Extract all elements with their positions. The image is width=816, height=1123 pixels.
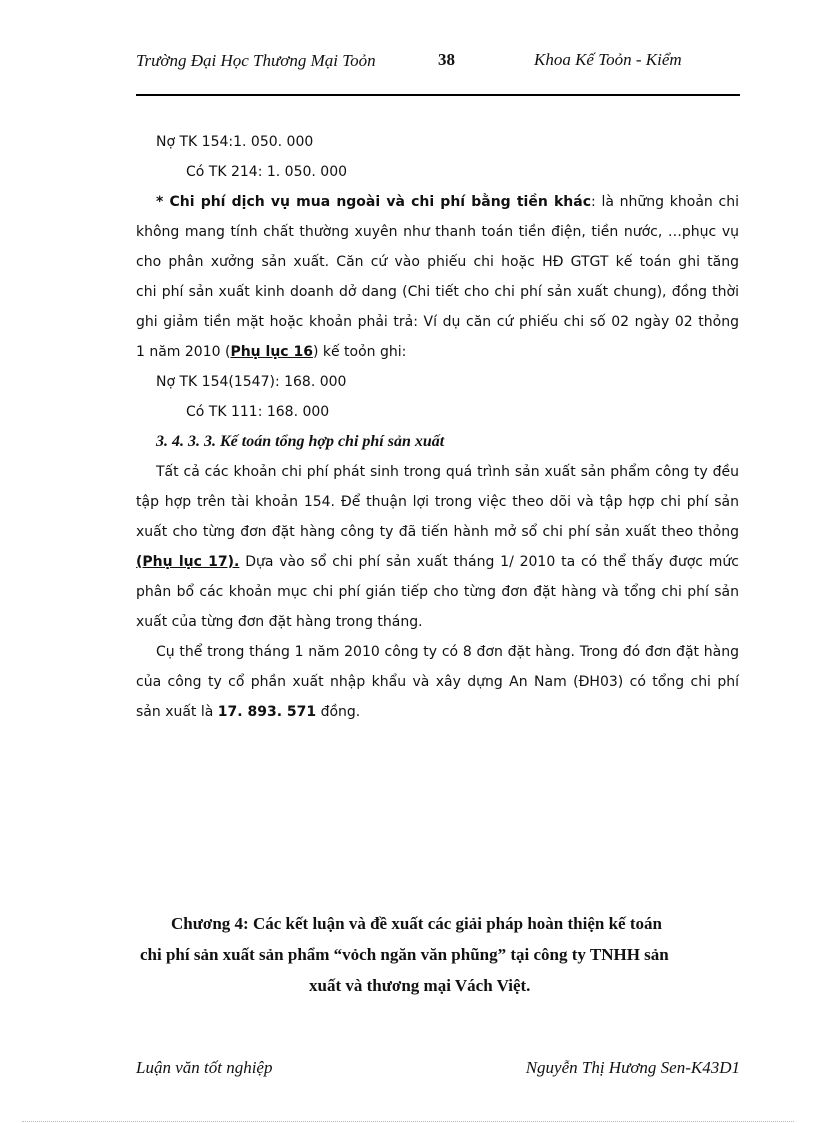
paragraph-line: của công ty cổ phần xuất nhập khẩu và xây dựng An Nam (ĐH03) có tổng chi phí xyxy=(136,674,739,690)
paragraph-line: cho phân xưởng sản xuất. Căn cứ vào phiếu chi hoặc HĐ GTGT kế toán ghi tăng xyxy=(136,254,739,270)
paragraph-line: Tất cả các khoản chi phí phát sinh trong quá trình sản xuất sản phẩm công ty đều xyxy=(156,464,739,480)
paragraph-line: sản xuất là 17. 893. 571 đồng. xyxy=(136,704,361,720)
entry-debit-154: Nợ TK 154:1. 050. 000 xyxy=(156,134,314,150)
chapter-title-line: chi phí sản xuất sản phẩm “vỏch ngăn văn phũng” tại công ty TNHH sản xyxy=(140,945,669,964)
header-faculty: Khoa Kế Toỏn - Kiểm xyxy=(534,50,682,69)
entry-debit-1547: Nợ TK 154(1547): 168. 000 xyxy=(156,374,347,390)
paragraph-line: * Chi phí dịch vụ mua ngoài và chi phí bằng tiền khác: là những khoản chi xyxy=(156,194,739,210)
footer-thesis: Luận văn tốt nghiệp xyxy=(136,1058,273,1077)
appendix-link-16[interactable]: Phụ lục 16 xyxy=(230,344,313,360)
page-footer xyxy=(136,1058,740,1082)
entry-credit-214: Có TK 214: 1. 050. 000 xyxy=(186,164,348,180)
paragraph-line: xuất cho từng đơn đặt hàng công ty đã tiến hành mở sổ chi phí sản xuất theo thỏng xyxy=(136,524,739,540)
chapter-title-line: xuất và thương mại Vách Việt. xyxy=(309,976,531,995)
paragraph-line: không mang tính chất thường xuyên như thanh toán tiền điện, tiền nước, …phục vụ xyxy=(136,224,739,240)
footer-author: Nguyễn Thị Hương Sen-K43D1 xyxy=(525,1058,740,1077)
page-number: 38 xyxy=(438,50,455,69)
appendix-link-17[interactable]: (Phụ lục 17). xyxy=(136,554,240,570)
page-header xyxy=(136,48,740,96)
total-cost: 17. 893. 571 xyxy=(217,704,317,720)
page-border xyxy=(22,1121,794,1122)
paragraph-line: ghi giảm tiền mặt hoặc khoản phải trả: Ví dụ căn cứ phiếu chi số 02 ngày 02 thỏng xyxy=(136,314,739,330)
bold-term: * Chi phí dịch vụ mua ngoài và chi phí bằng tiền khác xyxy=(156,194,592,210)
paragraph-line: phân bổ các khoản mục chi phí gián tiếp cho từng đơn đặt hàng và tổng chi phí sản xyxy=(136,584,739,600)
paragraph-line: xuất của từng đơn đặt hàng trong tháng. xyxy=(136,614,423,630)
paragraph-line: Cụ thể trong tháng 1 năm 2010 công ty có 8 đơn đặt hàng. Trong đó đơn đặt hàng xyxy=(156,644,739,660)
paragraph-line: tập hợp trên tài khoản 154. Để thuận lợi trong việc theo dõi và tập hợp chi phí sản xyxy=(136,494,739,510)
section-heading: 3. 4. 3. 3. Kế toán tổng hợp chi phí sản xuất xyxy=(156,433,445,450)
chapter-title-line: Chương 4: Các kết luận và đề xuất các giải pháp hoàn thiện kế toán xyxy=(171,914,662,933)
paragraph-line: (Phụ lục 17). Dựa vào sổ chi phí sản xuất tháng 1/ 2010 ta có thể thấy được mức xyxy=(136,554,739,570)
header-school: Trường Đại Học Thương Mại Toỏn xyxy=(136,51,376,70)
entry-credit-111: Có TK 111: 168. 000 xyxy=(186,404,330,420)
paragraph-line: chi phí sản xuất kinh doanh dở dang (Chi tiết cho chi phí sản xuất chung), đồng thời xyxy=(136,284,739,300)
paragraph-line: 1 năm 2010 (Phụ lục 16) kế toỏn ghi: xyxy=(136,344,407,360)
